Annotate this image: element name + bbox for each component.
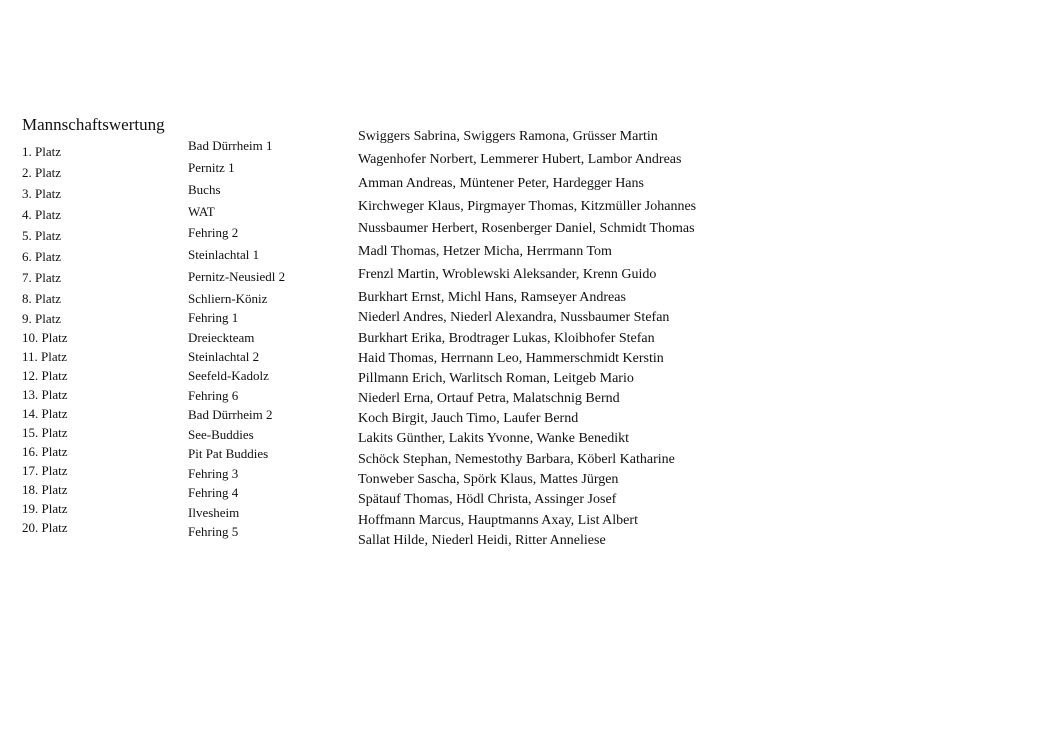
team-cell: WAT	[188, 204, 215, 219]
place-cell: 6. Platz	[22, 249, 61, 264]
members-cell: Tonweber Sascha, Spörk Klaus, Mattes Jürgen	[358, 472, 619, 487]
team-cell: Fehring 3	[188, 466, 239, 481]
team-cell: Ilvesheim	[188, 505, 240, 520]
place-cell: 3. Platz	[22, 186, 61, 201]
members-cell: Wagenhofer Norbert, Lemmerer Hubert, Lambor Andreas	[358, 152, 682, 167]
place-cell: 14. Platz	[22, 406, 68, 421]
place-cell: 9. Platz	[22, 311, 61, 326]
members-cell: Koch Birgit, Jauch Timo, Laufer Bernd	[358, 411, 579, 426]
team-cell: Fehring 2	[188, 225, 239, 240]
members-cell: Amman Andreas, Müntener Peter, Hardegger Hans	[358, 176, 644, 191]
team-cell: Steinlachtal 1	[188, 247, 260, 262]
place-cell: 19. Platz	[22, 501, 68, 516]
team-cell: Pit Pat Buddies	[188, 446, 269, 461]
place-cell: 16. Platz	[22, 444, 68, 459]
place-cell: 2. Platz	[22, 165, 61, 180]
team-cell: Schliern-Köniz	[188, 291, 268, 306]
place-cell: 11. Platz	[22, 349, 68, 364]
place-cell: 1. Platz	[22, 144, 61, 159]
place-cell: 7. Platz	[22, 270, 61, 285]
members-cell: Nussbaumer Herbert, Rosenberger Daniel, Schmidt Thomas	[358, 221, 695, 236]
team-cell: Fehring 1	[188, 310, 239, 325]
members-cell: Swiggers Sabrina, Swiggers Ramona, Grüsser Martin	[358, 129, 658, 144]
place-cell: 4. Platz	[22, 207, 61, 222]
page-title: Mannschaftswertung	[22, 115, 165, 134]
members-cell: Haid Thomas, Herrnann Leo, Hammerschmidt Kerstin	[358, 351, 664, 366]
team-cell: Steinlachtal 2	[188, 349, 260, 364]
team-cell: Seefeld-Kadolz	[188, 368, 269, 383]
team-cell: Fehring 4	[188, 485, 239, 500]
team-cell: Buchs	[188, 182, 221, 197]
team-cell: Fehring 6	[188, 388, 239, 403]
team-cell: See-Buddies	[188, 427, 254, 442]
members-cell: Frenzl Martin, Wroblewski Aleksander, Krenn Guido	[358, 267, 657, 282]
place-cell: 18. Platz	[22, 482, 68, 497]
members-cell: Sallat Hilde, Niederl Heidi, Ritter Anneliese	[358, 533, 606, 548]
place-cell: 17. Platz	[22, 463, 68, 478]
place-cell: 10. Platz	[22, 330, 68, 345]
members-cell: Burkhart Erika, Brodtrager Lukas, Kloibhofer Stefan	[358, 331, 655, 346]
place-cell: 15. Platz	[22, 425, 68, 440]
members-cell: Kirchweger Klaus, Pirgmayer Thomas, Kitzmüller Johannes	[358, 199, 697, 214]
members-cell: Lakits Günther, Lakits Yvonne, Wanke Benedikt	[358, 431, 630, 446]
place-cell: 13. Platz	[22, 387, 68, 402]
members-cell: Niederl Andres, Niederl Alexandra, Nussbaumer Stefan	[358, 310, 670, 325]
team-cell: Pernitz-Neusiedl 2	[188, 269, 286, 284]
place-cell: 5. Platz	[22, 228, 61, 243]
members-cell: Pillmann Erich, Warlitsch Roman, Leitgeb Mario	[358, 371, 634, 386]
team-cell: Fehring 5	[188, 524, 239, 539]
members-cell: Spätauf Thomas, Hödl Christa, Assinger Josef	[358, 492, 617, 507]
team-cell: Bad Dürrheim 1	[188, 138, 273, 153]
members-cell: Schöck Stephan, Nemestothy Barbara, Köberl Katharine	[358, 452, 675, 467]
members-cell: Madl Thomas, Hetzer Micha, Herrmann Tom	[358, 244, 612, 259]
members-cell: Hoffmann Marcus, Hauptmanns Axay, List Albert	[358, 513, 638, 528]
team-cell: Dreieckteam	[188, 330, 255, 345]
team-cell: Bad Dürrheim 2	[188, 407, 273, 422]
place-cell: 12. Platz	[22, 368, 68, 383]
members-cell: Niederl Erna, Ortauf Petra, Malatschnig Bernd	[358, 391, 620, 406]
place-cell: 20. Platz	[22, 520, 68, 535]
team-cell: Pernitz 1	[188, 160, 235, 175]
place-cell: 8. Platz	[22, 291, 61, 306]
members-cell: Burkhart Ernst, Michl Hans, Ramseyer Andreas	[358, 290, 626, 305]
